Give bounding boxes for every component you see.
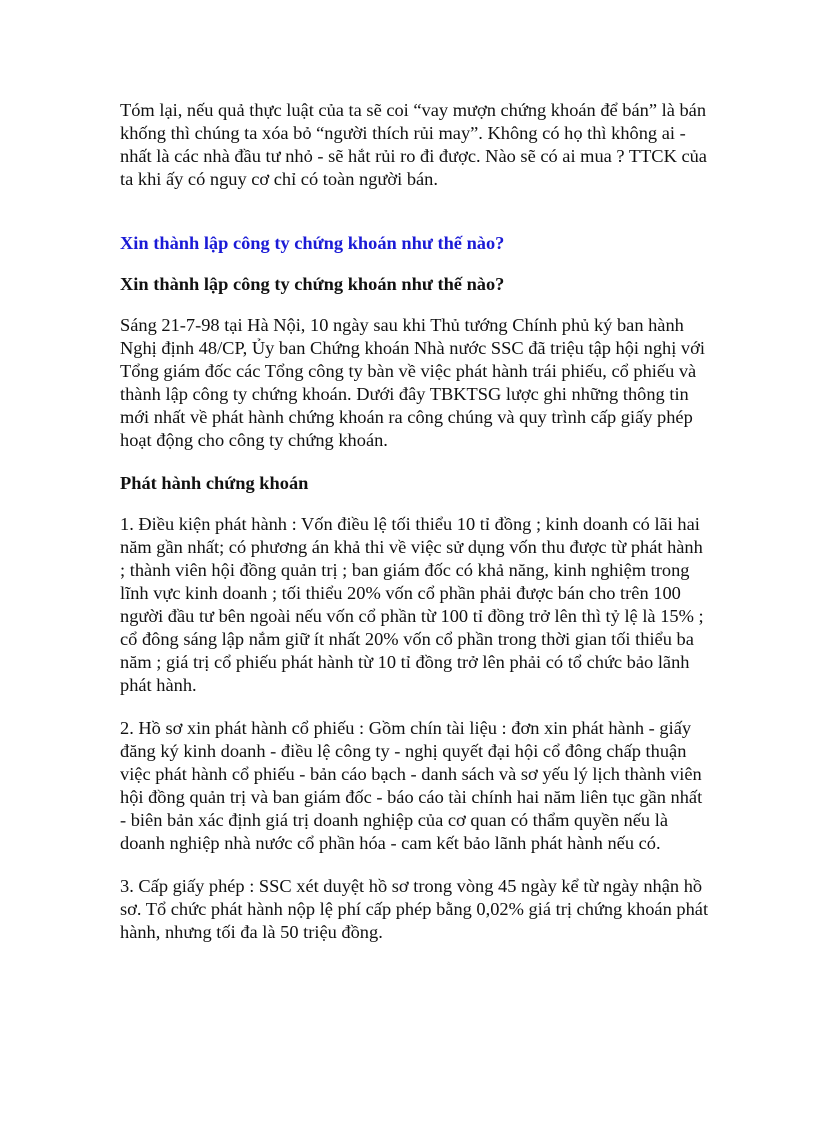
intro-paragraph: Tóm lại, nếu quả thực luật của ta sẽ coi “vay mượn chứng khoán để bán” là bán khống thì chúng ta xóa bỏ “người thích rủi may”. Không có họ thì không ai - nhất là các nhà đầu tư nhỏ - sẽ hắt rủi ro đi được. Nào sẽ có ai mua ? TTCK của ta khi ấy có nguy cơ chỉ có toàn người bán.	[120, 100, 707, 189]
document-page	[120, 99, 710, 964]
article-title: Xin thành lập công ty chứng khoán như thế nào?	[120, 274, 505, 294]
lead-paragraph: Sáng 21-7-98 tại Hà Nội, 10 ngày sau khi Thủ tướng Chính phủ ký ban hành Nghị định 48/CP, Ủy ban Chứng khoán Nhà nước SSC đã triệu tập hội nghị với Tổng giám đốc các Tổng công ty bàn về việc phát hành trái phiếu, cổ phiếu và thành lập công ty chứng khoán. Dưới đây TBKTSG lược ghi những thông tin mới nhất về phát hành chứng khoán ra công chúng và quy trình cấp giấy phép hoạt động cho công ty chứng khoán.	[120, 315, 705, 450]
article-link-heading[interactable]: Xin thành lập công ty chứng khoán như thế nào?	[120, 233, 505, 253]
section-heading: Phát hành chứng khoán	[120, 473, 309, 493]
list-item: 2. Hồ sơ xin phát hành cổ phiếu : Gồm chín tài liệu : đơn xin phát hành - giấy đăng ký kinh doanh - điều lệ công ty - nghị quyết đại hội cổ đông chấp thuận việc phát hành cổ phiếu - bản cáo bạch - danh sách và sơ yếu lý lịch thành viên hội đồng quản trị và ban giám đốc - báo cáo tài chính hai năm liên tục gần nhất - biên bản xác định giá trị doanh nghiệp của cơ quan có thẩm quyền nếu là doanh nghiệp nhà nước cổ phần hóa - cam kết bảo lãnh phát hành nếu có.	[120, 718, 703, 853]
list-item: 3. Cấp giấy phép : SSC xét duyệt hồ sơ trong vòng 45 ngày kể từ ngày nhận hồ sơ. Tổ chức phát hành nộp lệ phí cấp phép bằng 0,02% giá trị chứng khoán phát hành, nhưng tối đa là 50 triệu đồng.	[120, 876, 709, 942]
list-item: 1. Điều kiện phát hành : Vốn điều lệ tối thiểu 10 tỉ đồng ; kinh doanh có lãi hai năm gần nhất; có phương án khả thi về việc sử dụng vốn thu được từ phát hành ; thành viên hội đồng quản trị ; ban giám đốc có khả năng, kinh nghiệm trong lĩnh vực kinh doanh ; tối thiểu 20% vốn cổ phần phải được bán cho trên 100 người đầu tư bên ngoài nếu vốn cổ phần từ 100 tỉ đồng trở lên thì tỷ lệ là 15% ; cổ đông sáng lập nắm giữ ít nhất 20% vốn cổ phần trong thời gian tối thiểu ba năm ; giá trị cổ phiếu phát hành từ 10 tỉ đồng trở lên phải có tổ chức bảo lãnh phát hành.	[120, 514, 704, 695]
